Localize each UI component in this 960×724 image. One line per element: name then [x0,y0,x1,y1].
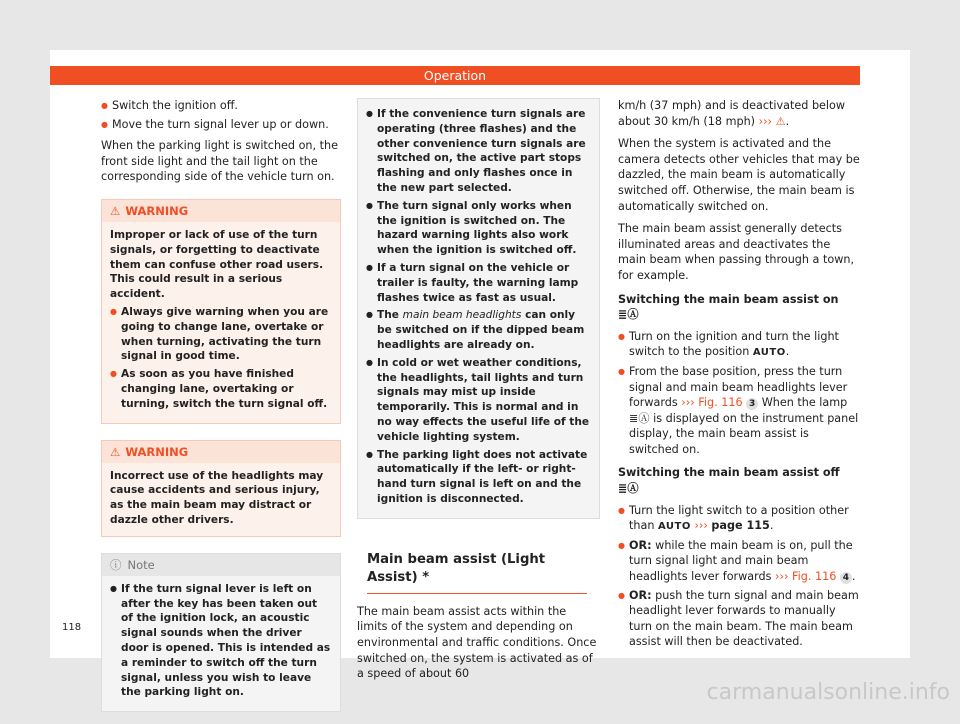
list-item: ● Turn the light switch to a position other than AUTO ››› page 115. [618,503,860,535]
section-heading: Main beam assist (Light Assist) * [367,551,587,594]
subheading: Switching the main beam assist off ≣Ⓐ [618,466,840,496]
warning-box [101,199,341,424]
subheading: Switching the main beam assist on ≣Ⓐ [618,292,839,322]
note-box [101,553,341,712]
list-item: ● OR: while the main beam is on, pull the turn signal light and main beam headlights lever forwards ››› Fig. 116 4 . [618,538,860,585]
list-item: ● The turn signal only works when the ignition is switched on. The hazard warning lights also work when the ignition is switched off. [366,199,591,258]
list-item: ● If the turn signal lever is left on after the key has been taken out of the ignition lock, an acoustic signal sounds when the driver door is opened. This is intended as a reminder to switch off the turn signal, unless you wish to leave the parking light on. [110,582,332,700]
list-item: ● If a turn signal on the vehicle or trailer is faulty, the warning lamp flashes twice as fast as usual. [366,261,591,305]
warning-icon: ⚠ [110,444,121,459]
list-item: ● Move the turn signal lever up or down. [101,117,341,133]
main-beam-assist-icon: ≣Ⓐ [618,308,639,322]
list-item: ● Always give warning when you are going to change lane, overtake or when turning, activating the turn signal in good time. [110,305,332,364]
info-icon: ⓘ [110,557,122,572]
figure-callout: 4 [840,572,852,584]
auto-label: AUTO [658,521,691,533]
list-item: ● As soon as you have finished changing lane, overtaking or turning, switch the turn signal off. [110,367,332,411]
main-beam-assist-icon: ≣Ⓐ [629,411,650,425]
column-1 [101,98,341,724]
warning-icon: ⚠ [110,203,121,218]
figure-callout: 3 [746,398,758,410]
list-item: ● From the base position, press the turn signal and main beam headlights lever forwards ››› Fig. 116 3 When the lamp ≣Ⓐ is displayed on the instrument panel display, the main beam assist is switched on. [618,364,860,458]
list-item: ● In cold or wet weather conditions, the headlights, tail lights and turn signals may mist up inside temporarily. This is normal and in no way effects the useful life of the vehicle lighting system. [366,356,591,445]
reference-link[interactable]: ››› [694,519,708,533]
info-box [357,98,600,519]
main-beam-assist-icon: ≣Ⓐ [618,482,639,496]
warning-text: Improper or lack of use of the turn signals, or forgetting to deactivate them can confuse other road users. This could result in a serious accident. [110,228,324,301]
column-3 [618,98,860,653]
paragraph: When the system is activated and the camera detects other vehicles that may be dazzled, the main beam is automatically switched off. Otherwise, the main beam is automatically switched on. [618,137,860,213]
reference-link[interactable]: ››› Fig. 116 [681,396,743,410]
paragraph: The main beam assist acts within the limits of the system and depending on environmental and traffic conditions. Once switched on, the system is activated as of a speed of about 60 [357,604,597,681]
page-header: Operation [50,66,860,85]
paragraph: The main beam assist generally detects illuminated areas and deactivates the main beam when passing through a town, for example. [618,222,854,282]
page-reference-link[interactable]: page 115 [711,519,770,533]
list-item: ● Turn on the ignition and turn the light switch to the position AUTO. [618,329,860,361]
list-item: ● OR: push the turn signal and main beam headlight lever forwards to manually turn on the main beam. The main beam assist will then be deactivated. [618,588,860,650]
paragraph: When the parking light is switched on, the front side light and the tail light on the corresponding side of the vehicle turn on. [101,139,338,184]
warning-box [101,440,341,537]
auto-label: AUTO [752,347,786,359]
reference-link[interactable]: ››› Fig. 116 [775,570,837,584]
warning-icon: ⚠ [775,114,786,128]
warning-text: Incorrect use of the headlights may cause accidents and serious injury, as the main beam may distract or dazzle other drivers. [110,469,324,526]
warning-title: WARNING [125,444,189,459]
list-item: ● The parking light does not activate automatically if the left- or right-hand turn signal is left on and the ignition is disconnected. [366,448,591,507]
warning-title: WARNING [125,203,189,218]
note-title: Note [127,557,155,572]
reference-link[interactable]: ››› [758,114,773,128]
page-number: 118 [62,622,82,633]
list-item: ● The main beam headlights can only be switched on if the dipped beam headlights are already on. [366,308,591,352]
watermark: carmanualsonline.info [706,680,950,705]
list-item: ● If the convenience turn signals are operating (three flashes) and the other convenience turn signals are switched on, the active part stops flashing and only flashes once in the new part selected. [366,107,591,196]
list-item: ● Switch the ignition off. [101,98,341,114]
paragraph: km/h (37 mph) and is deactivated below about 30 km/h (18 mph) ››› ⚠. [618,99,846,128]
column-2 [357,98,600,689]
